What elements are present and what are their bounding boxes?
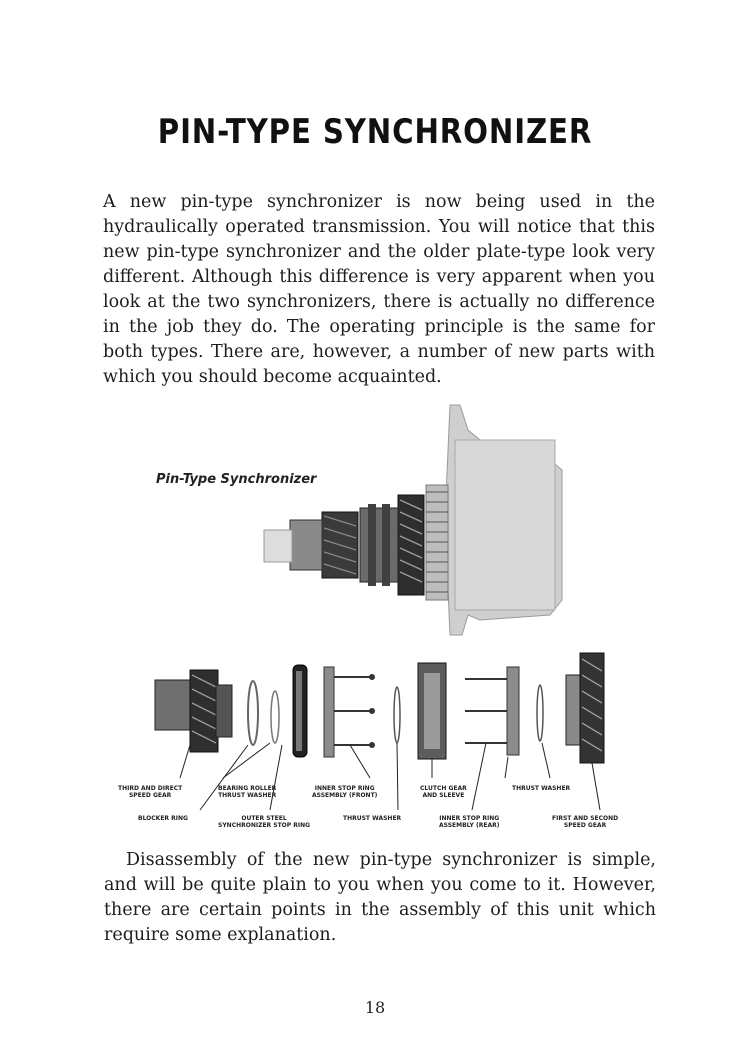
page-title: PIN-TYPE SYNCHRONIZER [157, 112, 593, 152]
figure-caption: Pin-Type Synchronizer [156, 472, 317, 487]
label-first-second-speed-gear [552, 815, 618, 829]
label-inner-stop-ring-rear [439, 815, 499, 829]
exploded-parts-illustration [110, 645, 650, 840]
label-third-direct-line1: THIRD AND DIRECT [118, 785, 183, 792]
label-first-second-line1: FIRST AND SECOND [552, 815, 619, 822]
label-first-second-line2: SPEED GEAR [563, 822, 607, 829]
label-bearing-roller-thrust-washer [218, 785, 276, 799]
label-thrust-washer-middle: THRUST WASHER [343, 815, 402, 822]
label-clutch-gear-line1: CLUTCH GEAR [420, 785, 467, 792]
label-third-direct-speed-gear [118, 785, 182, 799]
label-inner-front-line1: INNER STOP RING [314, 785, 375, 792]
page-number: 18 [364, 998, 386, 1017]
label-clutch-gear-sleeve [420, 785, 467, 799]
label-third-direct-line2: SPEED GEAR [128, 792, 172, 799]
label-outer-steel-line1: OUTER STEEL [241, 815, 287, 822]
label-inner-rear-line1: INNER STOP RING [439, 815, 500, 822]
label-inner-rear-line2: ASSEMBLY (REAR) [439, 822, 500, 829]
disassembly-paragraph: Disassembly of the new pin-type synchronizer is simple, and will be quite plain to you when you come to it. However, there are certain points in the assembly of this unit which require some explanation. [104, 850, 656, 945]
label-inner-front-line2: ASSEMBLY (FRONT) [312, 792, 378, 799]
label-clutch-gear-line2: AND SLEEVE [422, 792, 465, 799]
label-blocker-ring: BLOCKER RING [138, 815, 188, 822]
label-bearing-roller-line2: THRUST WASHER [218, 792, 277, 799]
label-bearing-roller-line1: BEARING ROLLER [218, 785, 277, 792]
intro-paragraph: A new pin-type synchronizer is now being used in the hydraulically operated transmission. You will notice that this new pin-type synchronizer and the older plate-type look very different. Although this difference is very apparent when you look at the two synchronizers, there is actually no difference in the job they do. The operating principle is the same for both types. There are, however, a number of new parts with which you should become acquainted. [103, 192, 655, 387]
assembled-synchronizer-illustration [250, 400, 570, 640]
label-thrust-washer-right: THRUST WASHER [512, 785, 571, 792]
label-inner-stop-ring-front [312, 785, 377, 799]
label-outer-steel-line2: SYNCHRONIZER STOP RING [218, 822, 311, 829]
label-outer-steel-stop-ring [218, 815, 310, 829]
